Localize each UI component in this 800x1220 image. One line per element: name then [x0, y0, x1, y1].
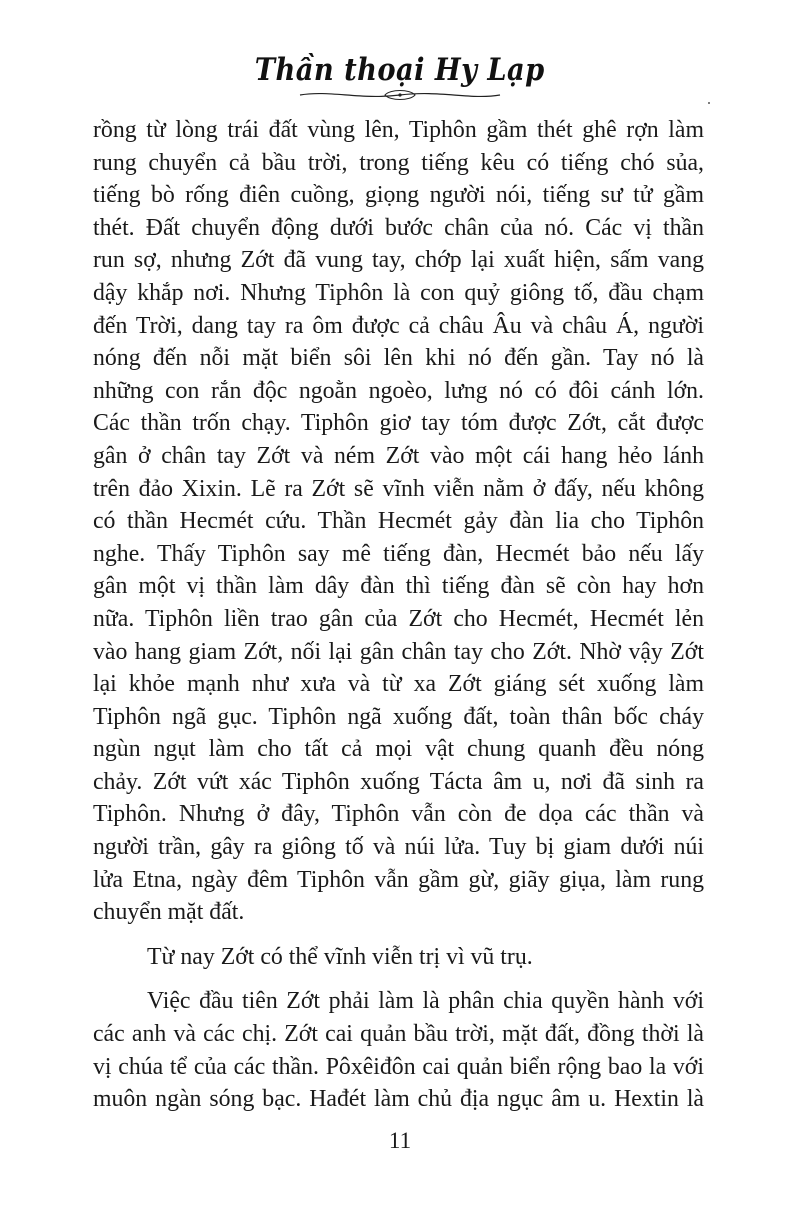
text-line: Tiphôn ngã gục. Tiphôn ngã xuống đất, toàn thân bốc cháy: [93, 703, 704, 730]
text-line: nghe. Thấy Tiphôn say mê tiếng đàn, Hecmét bảo nếu lấy: [93, 540, 704, 567]
text-line: gân một vị thần làm dây đàn thì tiếng đàn sẽ còn hay hơn: [93, 573, 704, 600]
text-line: Tiphôn. Nhưng ở đây, Tiphôn vẫn còn đe dọa các thần và: [93, 801, 704, 828]
book-title: Thần thoại Hy Lạp: [255, 52, 545, 88]
text-line: người trần, gây ra giông tố và núi lửa. Tuy bị giam dưới núi: [93, 834, 704, 861]
text-line: lửa Etna, ngày đêm Tiphôn vẫn gầm gừ, giãy giụa, làm rung: [93, 866, 704, 893]
text-line: muôn ngàn sóng bạc. Hađét làm chủ địa ngục âm u. Hextin là: [93, 1086, 704, 1113]
paragraph-1: [93, 114, 704, 929]
text-line: những con rắn độc ngoằn ngoèo, lưng nó có đôi cánh lớn.: [93, 377, 704, 404]
text-line: ngùn ngụt làm cho tất cả mọi vật chung quanh đều nóng: [93, 736, 704, 763]
text-line: gân ở chân tay Zớt và ném Zớt vào một cái hang hẻo lánh: [93, 442, 704, 469]
text-line: các anh và các chị. Zớt cai quản bầu trời, mặt đất, đồng thời là: [93, 1021, 704, 1048]
text-line: trên đảo Xixin. Lẽ ra Zớt sẽ vĩnh viễn nằm ở đấy, nếu không: [93, 475, 704, 502]
text-line: vào hang giam Zớt, nối lại gân chân tay cho Zớt. Nhờ vậy Zớt: [93, 638, 704, 665]
text-line: nữa. Tiphôn liền trao gân của Zớt cho Hecmét, Hecmét lẻn: [93, 605, 704, 632]
text-line: vị chúa tể của các thần. Pôxêiđôn cai quản biển rộng bao la với: [93, 1053, 704, 1080]
text-line: có thần Hecmét cứu. Thần Hecmét gảy đàn lia cho Tiphôn: [93, 508, 704, 535]
text-line: rung chuyển cả bầu trời, trong tiếng kêu có tiếng chó sủa,: [93, 149, 704, 176]
text-line: tiếng bò rống điên cuồng, giọng người nói, tiếng sư tử gầm: [93, 182, 704, 209]
running-header: [0, 52, 800, 102]
paragraph-3: [93, 985, 704, 1115]
text-line: Việc đầu tiên Zớt phải làm là phân chia quyền hành với: [147, 988, 704, 1015]
page-number: 11: [388, 1128, 412, 1153]
text-line: chảy. Zớt vứt xác Tiphôn xuống Tácta âm u, nơi đã sinh ra: [93, 768, 704, 795]
print-speck: [708, 102, 710, 104]
text-line: dậy khắp nơi. Nhưng Tiphôn là con quỷ giông tố, đầu chạm: [93, 279, 704, 306]
text-line: đến Trời, dang tay ra ôm được cả châu Âu và châu Á, người: [93, 312, 704, 339]
paragraph-2: [93, 941, 704, 974]
text-line: chuyển mặt đất.: [93, 899, 245, 926]
text-line: nóng đến nỗi mặt biển sôi lên khi nó đến gần. Tay nó là: [93, 345, 704, 372]
text-line: Từ nay Zớt có thể vĩnh viễn trị vì vũ trụ.: [147, 943, 533, 970]
text-line: Các thần trốn chạy. Tiphôn giơ tay tóm được Zớt, cắt được: [93, 410, 704, 437]
text-line: run sợ, nhưng Zớt đã vung tay, chớp lại xuất hiện, sấm vang: [93, 247, 704, 274]
flourish-ornament-icon: [290, 88, 510, 102]
text-line: lại khỏe mạnh như xưa và từ xa Zớt giáng sét xuống làm: [93, 671, 704, 698]
body-text: [93, 114, 704, 1116]
text-line: rồng từ lòng trái đất vùng lên, Tiphôn gầm thét ghê rợn làm: [93, 117, 704, 143]
text-line: thét. Đất chuyển động dưới bước chân của nó. Các vị thần: [93, 214, 704, 241]
